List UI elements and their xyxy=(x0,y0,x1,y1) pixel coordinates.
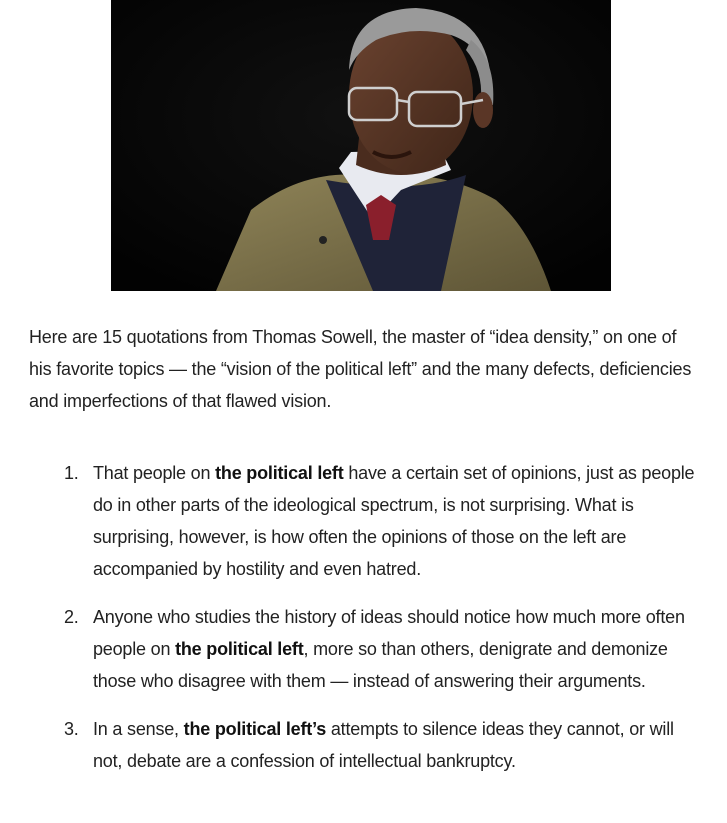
quote-text xyxy=(93,719,674,771)
quote-number: 1. xyxy=(64,463,79,483)
quote-text-after: , more so than others, denigrate and demonize those who disagree with them — instead of answering their arguments. xyxy=(93,639,668,691)
quote-item-2 xyxy=(0,601,727,697)
quote-emphasis: the political left’s xyxy=(183,719,327,739)
quote-text-before: Anyone who studies the history of ideas should notice how much more often people on xyxy=(93,607,685,659)
quote-text xyxy=(93,607,685,691)
quote-text xyxy=(93,463,694,579)
quote-item-1 xyxy=(0,457,727,585)
quote-text-before: That people on xyxy=(93,463,216,483)
quote-number: 3. xyxy=(64,719,79,739)
quote-emphasis: the political left xyxy=(175,639,304,659)
quote-text-before: In a sense, xyxy=(93,719,184,739)
quote-emphasis: the political left xyxy=(215,463,344,483)
portrait-photo xyxy=(111,0,611,291)
quote-list xyxy=(0,457,727,793)
quote-number: 2. xyxy=(64,607,79,627)
quote-item-3 xyxy=(0,713,727,777)
intro-paragraph: Here are 15 quotations from Thomas Sowell, the master of “idea density,” on one of his favorite topics — the “vision of the political left” and the many defects, deficiencies and imperfections of that flawed vision. xyxy=(29,327,692,411)
quote-text-after: have a certain set of opinions, just as people do in other parts of the ideological spectrum, is not surprising. What is surprising, however, is how often the opinions of those on the left are accompanied by hostility and even hatred. xyxy=(93,463,695,579)
quote-text-after: attempts to silence ideas they cannot, or will not, debate are a confession of intellectual bankruptcy. xyxy=(93,719,674,771)
portrait-illustration xyxy=(111,0,611,291)
